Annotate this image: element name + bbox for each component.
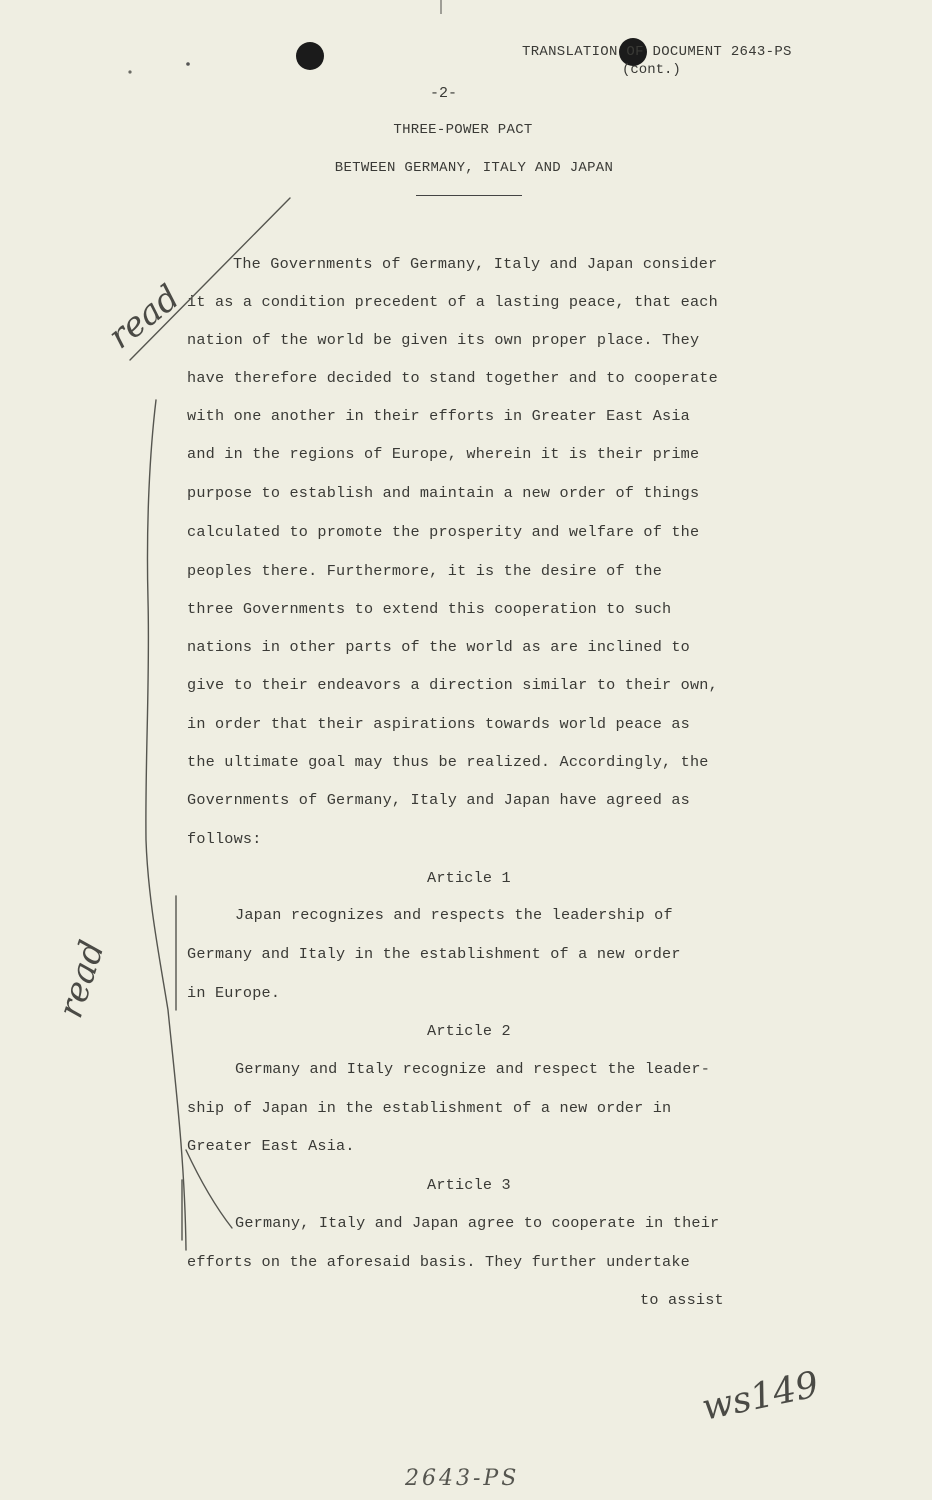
preamble-line: three Governments to extend this cooperation to such — [187, 600, 672, 618]
article-heading: Article 1 — [427, 869, 511, 887]
page-number: -2- — [430, 85, 458, 102]
margin-note-bottom: read — [50, 935, 113, 1023]
preamble-line: nations in other parts of the world as are inclined to — [187, 638, 690, 656]
margin-bracket-line — [146, 400, 186, 1250]
preamble-line: with one another in their efforts in Greater East Asia — [187, 407, 690, 425]
preamble-line: Governments of Germany, Italy and Japan have agreed as — [187, 791, 690, 809]
preamble-line: nation of the world be given its own proper place. They — [187, 331, 700, 349]
article-line: efforts on the aforesaid basis. They further undertake — [187, 1253, 690, 1271]
preamble-line: purpose to establish and maintain a new order of things — [187, 484, 700, 502]
title-line-1: THREE-POWER PACT — [393, 122, 533, 138]
margin-slash — [130, 198, 290, 360]
catchword: to assist — [640, 1291, 724, 1309]
exhibit-mark: ws149 — [698, 1364, 823, 1429]
article-line: ship of Japan in the establishment of a new order in — [187, 1099, 672, 1117]
article-line: in Europe. — [187, 984, 281, 1002]
speck — [186, 62, 190, 66]
preamble-line: and in the regions of Europe, wherein it is their prime — [187, 445, 700, 463]
preamble-line: the ultimate goal may thus be realized. Accordingly, the — [187, 753, 709, 771]
preamble-line: in order that their aspirations towards world peace as — [187, 715, 690, 733]
preamble-line: follows: — [187, 830, 262, 848]
speck — [128, 70, 131, 73]
preamble-line: peoples there. Furthermore, it is the desire of the — [187, 562, 663, 580]
article-line: Japan recognizes and respects the leadership of — [235, 906, 673, 924]
preamble-line: give to their endeavors a direction similar to their own, — [187, 676, 718, 694]
article-line: Germany and Italy recognize and respect the leader- — [235, 1060, 711, 1078]
title-line-2: BETWEEN GERMANY, ITALY AND JAPAN — [334, 160, 614, 176]
article-heading: Article 2 — [427, 1022, 511, 1040]
continued-label: (cont.) — [622, 62, 681, 78]
preamble-line: The Governments of Germany, Italy and Japan consider — [233, 255, 718, 273]
article-line: Germany and Italy in the establishment of a new order — [187, 945, 681, 963]
margin-note-top: read — [100, 277, 188, 358]
article-bracket-tail — [186, 1150, 232, 1228]
article-line: Greater East Asia. — [187, 1137, 355, 1155]
preamble-line: calculated to promote the prosperity and welfare of the — [187, 523, 700, 541]
preamble-line: it as a condition precedent of a lasting peace, that each — [187, 293, 718, 311]
article-heading: Article 3 — [427, 1176, 511, 1194]
article-line: Germany, Italy and Japan agree to cooperate in their — [235, 1214, 720, 1232]
document-reference: TRANSLATION OF DOCUMENT 2643-PS — [522, 44, 792, 60]
preamble-line: have therefore decided to stand together and to cooperate — [187, 369, 718, 387]
document-number-handwritten: 2643-PS — [405, 1466, 520, 1491]
